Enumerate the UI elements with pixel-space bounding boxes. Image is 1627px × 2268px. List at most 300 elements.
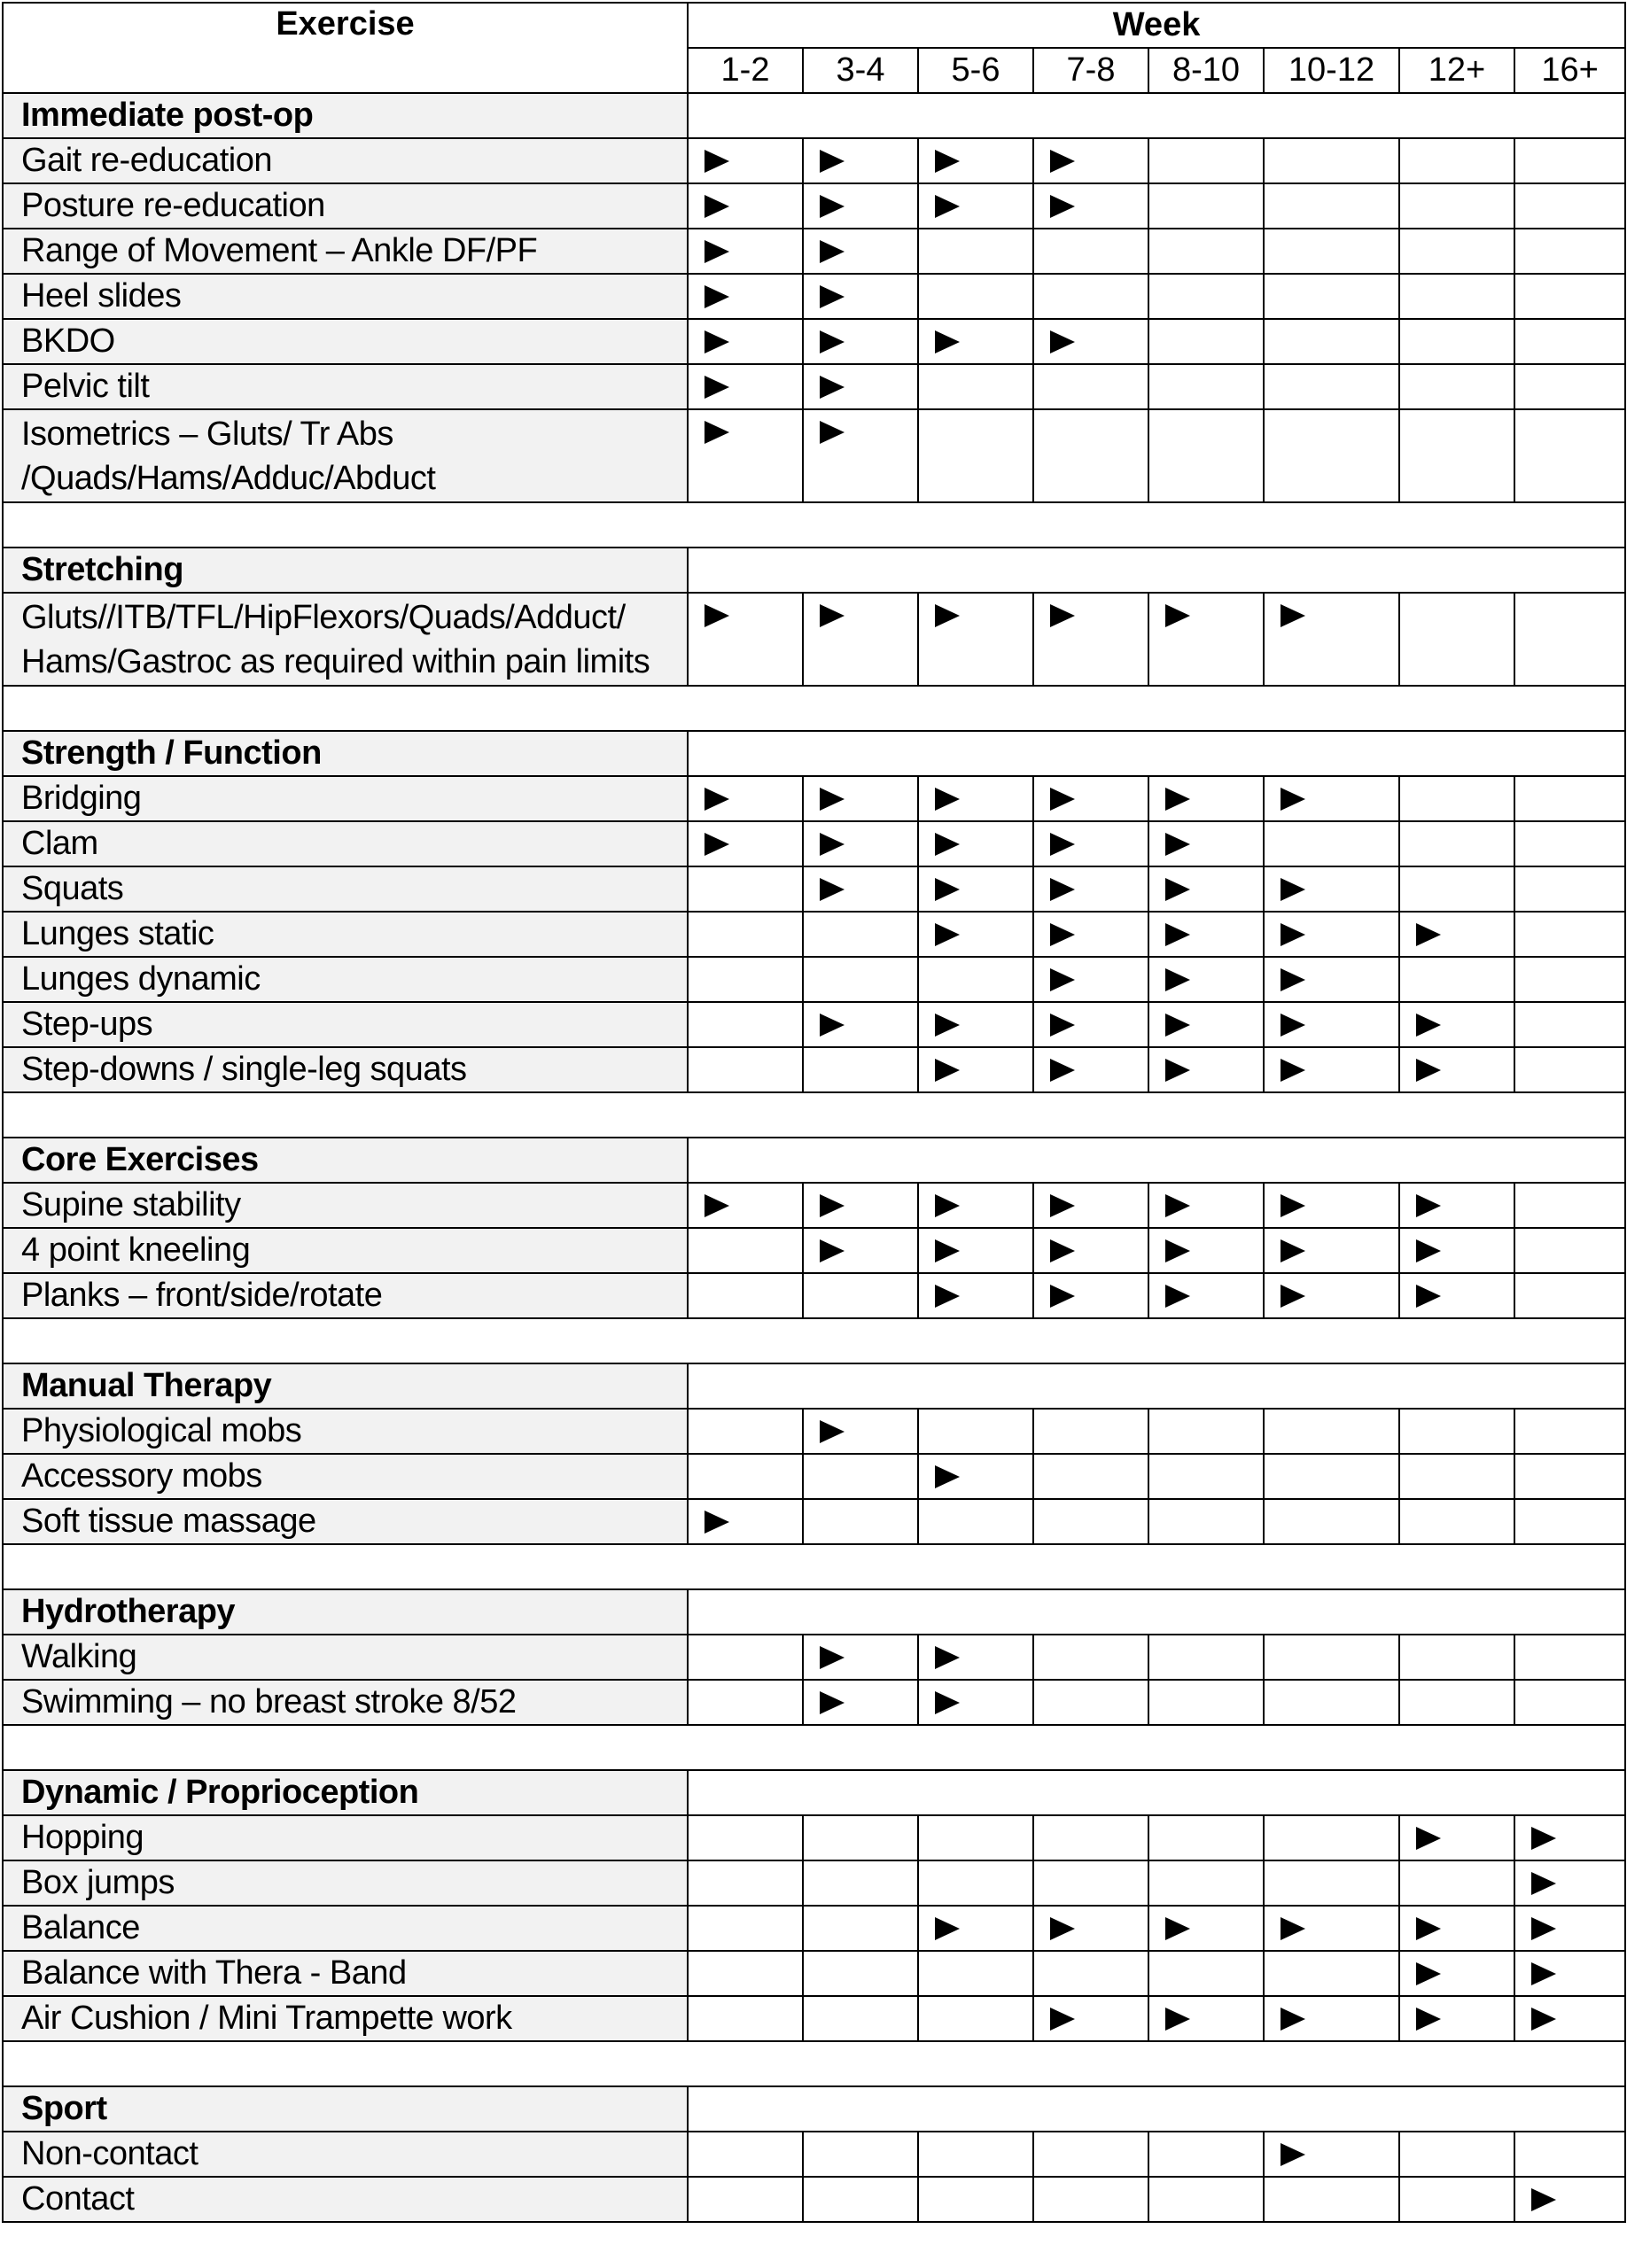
table-row (3, 2132, 1625, 2177)
right-triangle-icon (820, 1194, 845, 1217)
right-triangle-icon (1281, 604, 1305, 627)
week-cell (1399, 1454, 1514, 1499)
week-cell (918, 1635, 1033, 1680)
week-cell (1514, 409, 1625, 502)
section-spacer-row (3, 1092, 1625, 1138)
week-cell (1514, 1273, 1625, 1318)
week-cell (1399, 274, 1514, 319)
week-cell (1514, 1499, 1625, 1544)
table-row (3, 1996, 1625, 2041)
exercise-name (3, 1454, 688, 1499)
week-cell (1148, 1680, 1264, 1725)
table-row (3, 1951, 1625, 1996)
week-cell (688, 912, 803, 957)
right-triangle-icon (820, 1239, 845, 1262)
right-triangle-icon (1050, 968, 1075, 991)
week-cell (1033, 1228, 1148, 1273)
right-triangle-icon (1281, 788, 1305, 811)
week-cell (1264, 1996, 1399, 2041)
spacer-cell (3, 2041, 1625, 2086)
table-row (3, 1635, 1625, 1680)
week-cell (803, 1815, 918, 1860)
week-cell (1033, 319, 1148, 364)
spacer-cell (3, 1544, 1625, 1589)
table-row (3, 821, 1625, 866)
week-cell (1264, 2177, 1399, 2222)
right-triangle-icon (1281, 1194, 1305, 1217)
week-cell (918, 1951, 1033, 1996)
section-header-row (3, 2086, 1625, 2132)
week-cell (918, 183, 1033, 229)
table-row (3, 229, 1625, 274)
exercise-name-line: Step-ups (21, 1006, 153, 1043)
week-cell (1148, 1996, 1264, 2041)
right-triangle-icon (935, 150, 960, 173)
week-cell (1514, 821, 1625, 866)
right-triangle-icon (1050, 604, 1075, 627)
section-header-row (3, 1138, 1625, 1183)
right-triangle-icon (1165, 968, 1190, 991)
week-cell (918, 319, 1033, 364)
exercise-name (3, 319, 688, 364)
week-cell (918, 821, 1033, 866)
right-triangle-icon (935, 1194, 960, 1217)
right-triangle-icon (935, 195, 960, 218)
section-header-spacer (688, 1138, 1625, 1183)
table-row (3, 1409, 1625, 1454)
exercise-name (3, 1635, 688, 1680)
week-cell (1399, 593, 1514, 686)
week-cell (1264, 593, 1399, 686)
table-row (3, 1047, 1625, 1092)
week-cell (1033, 776, 1148, 821)
week-cell (1148, 138, 1264, 183)
exercise-name-line: Box jumps (21, 1864, 175, 1901)
section-header-spacer (688, 1363, 1625, 1409)
week-cell (1033, 821, 1148, 866)
week-cell (1264, 1906, 1399, 1951)
week-cell (1148, 409, 1264, 502)
week-cell (1514, 1002, 1625, 1047)
table-row (3, 1228, 1625, 1273)
exercise-name (3, 409, 688, 502)
week-cell (803, 1680, 918, 1725)
exercise-name (3, 593, 688, 686)
week-cell (1264, 1635, 1399, 1680)
week-cell (803, 1499, 918, 1544)
table-row (3, 1815, 1625, 1860)
exercise-name-line: Soft tissue massage (21, 1503, 316, 1540)
right-triangle-icon (935, 1014, 960, 1037)
week-header-1-2: 1-2 (688, 48, 803, 93)
right-triangle-icon (1050, 1059, 1075, 1082)
week-cell (1514, 1228, 1625, 1273)
right-triangle-icon (1281, 1285, 1305, 1308)
right-triangle-icon (1416, 1014, 1441, 1037)
week-cell (1514, 593, 1625, 686)
week-cell (1399, 2132, 1514, 2177)
week-cell (1264, 1183, 1399, 1228)
right-triangle-icon (705, 195, 729, 218)
week-cell (1514, 866, 1625, 912)
section-header-row (3, 1363, 1625, 1409)
week-cell (1148, 912, 1264, 957)
exercise-name-line: Hopping (21, 1819, 144, 1856)
table-row (3, 593, 1625, 686)
week-cell (918, 1906, 1033, 1951)
table-row (3, 776, 1625, 821)
week-cell (1148, 1815, 1264, 1860)
exercise-name (3, 1906, 688, 1951)
right-triangle-icon (935, 833, 960, 856)
week-cell (688, 1815, 803, 1860)
week-cell (1514, 183, 1625, 229)
exercise-name (3, 1047, 688, 1092)
week-cell (1514, 1409, 1625, 1454)
week-cell (1033, 1906, 1148, 1951)
week-cell (1399, 1680, 1514, 1725)
right-triangle-icon (1281, 968, 1305, 991)
exercise-name-line: Gluts//ITB/TFL/HipFlexors/Quads/Adduct/ (21, 599, 626, 636)
week-cell (1264, 1499, 1399, 1544)
week-cell (803, 1047, 918, 1092)
week-cell (1514, 957, 1625, 1002)
right-triangle-icon (705, 788, 729, 811)
week-cell (1148, 2132, 1264, 2177)
week-cell (688, 593, 803, 686)
week-cell (1033, 2177, 1148, 2222)
week-cell (918, 1409, 1033, 1454)
week-cell (1033, 957, 1148, 1002)
week-cell (1399, 1499, 1514, 1544)
section-title: Core Exercises (3, 1138, 688, 1183)
right-triangle-icon (1531, 1962, 1556, 1985)
right-triangle-icon (1531, 1917, 1556, 1940)
week-cell (1514, 2177, 1625, 2222)
week-cell (1399, 409, 1514, 502)
right-triangle-icon (1050, 195, 1075, 218)
exercise-name-line: BKDO (21, 322, 115, 360)
right-triangle-icon (935, 788, 960, 811)
week-cell (803, 1409, 918, 1454)
week-cell (1033, 1273, 1148, 1318)
right-triangle-icon (820, 1691, 845, 1714)
section-spacer-row (3, 2041, 1625, 2086)
week-cell (688, 1680, 803, 1725)
week-cell (1264, 957, 1399, 1002)
week-cell (803, 1860, 918, 1906)
right-triangle-icon (705, 240, 729, 263)
right-triangle-icon (935, 330, 960, 353)
week-cell (803, 2177, 918, 2222)
week-cell (1399, 776, 1514, 821)
week-cell (1264, 1454, 1399, 1499)
week-cell (1148, 1183, 1264, 1228)
exercise-schedule-table (2, 2, 1626, 2223)
spacer-cell (3, 1725, 1625, 1770)
exercise-name (3, 183, 688, 229)
week-cell (688, 183, 803, 229)
week-cell (918, 1499, 1033, 1544)
week-cell (1033, 1815, 1148, 1860)
right-triangle-icon (1531, 2008, 1556, 2031)
right-triangle-icon (705, 833, 729, 856)
week-cell (1514, 1635, 1625, 1680)
exercise-name-line: Balance with Thera - Band (21, 1954, 407, 1992)
week-cell (1033, 1454, 1148, 1499)
right-triangle-icon (1165, 1239, 1190, 1262)
exercise-name-line: Heel slides (21, 277, 182, 315)
week-cell (1033, 364, 1148, 409)
week-cell (1148, 593, 1264, 686)
week-cell (1148, 1906, 1264, 1951)
week-cell (1033, 1499, 1148, 1544)
week-cell (1148, 1002, 1264, 1047)
week-cell (1148, 1273, 1264, 1318)
exercise-name-line: Swimming – no breast stroke 8/52 (21, 1683, 517, 1720)
exercise-name-line: Isometrics – Gluts/ Tr Abs (21, 416, 393, 453)
right-triangle-icon (935, 1917, 960, 1940)
exercise-name-line: Gait re-education (21, 142, 272, 179)
exercise-name-line: Lunges static (21, 915, 214, 952)
exercise-name (3, 1183, 688, 1228)
table-body (3, 93, 1625, 2222)
right-triangle-icon (705, 1194, 729, 1217)
week-cell (1148, 776, 1264, 821)
week-cell (1264, 821, 1399, 866)
exercise-name (3, 1499, 688, 1544)
right-triangle-icon (1050, 788, 1075, 811)
week-cell (918, 866, 1033, 912)
week-cell (1264, 364, 1399, 409)
week-cell (688, 1499, 803, 1544)
week-cell (1514, 1906, 1625, 1951)
week-cell (918, 2132, 1033, 2177)
week-cell (1148, 1409, 1264, 1454)
week-cell (1399, 229, 1514, 274)
week-cell (1514, 364, 1625, 409)
right-triangle-icon (1416, 1962, 1441, 1985)
right-triangle-icon (935, 1059, 960, 1082)
section-header-spacer (688, 93, 1625, 138)
week-cell (688, 1454, 803, 1499)
week-cell (688, 274, 803, 319)
week-cell (918, 1680, 1033, 1725)
section-header-row (3, 1770, 1625, 1815)
right-triangle-icon (705, 376, 729, 399)
right-triangle-icon (1531, 1872, 1556, 1895)
week-cell (688, 364, 803, 409)
week-cell (918, 1228, 1033, 1273)
exercise-name-line: Step-downs / single-leg squats (21, 1051, 467, 1088)
week-cell (918, 364, 1033, 409)
right-triangle-icon (1531, 2188, 1556, 2211)
week-cell (1033, 1409, 1148, 1454)
right-triangle-icon (935, 923, 960, 946)
week-cell (1399, 1815, 1514, 1860)
table-header (3, 3, 1625, 93)
section-header-spacer (688, 2086, 1625, 2132)
week-cell (803, 866, 918, 912)
table-row (3, 957, 1625, 1002)
section-header-row (3, 93, 1625, 138)
section-title: Strength / Function (3, 731, 688, 776)
week-cell (1148, 229, 1264, 274)
right-triangle-icon (705, 604, 729, 627)
week-cell (1264, 183, 1399, 229)
right-triangle-icon (1050, 878, 1075, 901)
exercise-name-line: 4 point kneeling (21, 1231, 251, 1269)
week-header-7-8: 7-8 (1033, 48, 1148, 93)
right-triangle-icon (1165, 1194, 1190, 1217)
exercise-name-line: Planks – front/side/rotate (21, 1277, 383, 1314)
right-triangle-icon (1165, 2008, 1190, 2031)
week-cell (1264, 319, 1399, 364)
week-cell (803, 183, 918, 229)
week-cell (1264, 1815, 1399, 1860)
section-spacer-row (3, 686, 1625, 731)
week-cell (1033, 1680, 1148, 1725)
right-triangle-icon (935, 878, 960, 901)
right-triangle-icon (1165, 833, 1190, 856)
week-cell (1399, 1409, 1514, 1454)
right-triangle-icon (1050, 2008, 1075, 2031)
exercise-name (3, 138, 688, 183)
week-cell (1399, 1906, 1514, 1951)
week-cell (1399, 912, 1514, 957)
section-title: Manual Therapy (3, 1363, 688, 1409)
week-cell (1514, 2132, 1625, 2177)
right-triangle-icon (1165, 1014, 1190, 1037)
exercise-name (3, 1409, 688, 1454)
section-spacer-row (3, 1725, 1625, 1770)
week-cell (1399, 1951, 1514, 1996)
week-cell (918, 1183, 1033, 1228)
week-cell (1148, 1635, 1264, 1680)
right-triangle-icon (1165, 604, 1190, 627)
week-cell (803, 1635, 918, 1680)
week-cell (1264, 1860, 1399, 1906)
week-cell (918, 912, 1033, 957)
week-cell (688, 229, 803, 274)
right-triangle-icon (935, 604, 960, 627)
section-title: Hydrotherapy (3, 1589, 688, 1635)
week-cell (1264, 1002, 1399, 1047)
week-cell (1148, 1228, 1264, 1273)
week-cell (918, 274, 1033, 319)
right-triangle-icon (1281, 1059, 1305, 1082)
section-title: Stretching (3, 548, 688, 593)
table-row (3, 1002, 1625, 1047)
week-cell (1264, 1228, 1399, 1273)
week-cell (1148, 319, 1264, 364)
exercise-name-line: Walking (21, 1638, 137, 1675)
week-cell (688, 957, 803, 1002)
week-cell (803, 1273, 918, 1318)
table-row (3, 364, 1625, 409)
week-cell (1514, 1680, 1625, 1725)
week-column-header: Week (688, 3, 1625, 48)
week-cell (688, 1228, 803, 1273)
week-cell (803, 1002, 918, 1047)
right-triangle-icon (820, 195, 845, 218)
section-spacer-row (3, 502, 1625, 548)
week-cell (1148, 1499, 1264, 1544)
right-triangle-icon (1050, 330, 1075, 353)
week-cell (1033, 593, 1148, 686)
section-header-row (3, 731, 1625, 776)
right-triangle-icon (1416, 2008, 1441, 2031)
right-triangle-icon (1050, 833, 1075, 856)
week-header-16-plus: 16+ (1514, 48, 1625, 93)
week-header-3-4: 3-4 (803, 48, 918, 93)
right-triangle-icon (1416, 1194, 1441, 1217)
table-row (3, 1906, 1625, 1951)
right-triangle-icon (1050, 923, 1075, 946)
week-cell (1264, 776, 1399, 821)
week-cell (803, 912, 918, 957)
right-triangle-icon (820, 878, 845, 901)
week-cell (803, 1996, 918, 2041)
right-triangle-icon (1165, 1059, 1190, 1082)
right-triangle-icon (820, 330, 845, 353)
table-row (3, 274, 1625, 319)
right-triangle-icon (1050, 1239, 1075, 1262)
week-cell (918, 776, 1033, 821)
exercise-name (3, 2132, 688, 2177)
week-cell (1148, 1951, 1264, 1996)
exercise-name (3, 1860, 688, 1906)
exercise-name (3, 1002, 688, 1047)
table-row (3, 409, 1625, 502)
exercise-name (3, 1951, 688, 1996)
section-header-row (3, 1589, 1625, 1635)
right-triangle-icon (1281, 1917, 1305, 1940)
week-cell (1514, 138, 1625, 183)
right-triangle-icon (1050, 1194, 1075, 1217)
week-cell (803, 1906, 918, 1951)
right-triangle-icon (1281, 2008, 1305, 2031)
week-cell (918, 138, 1033, 183)
right-triangle-icon (1281, 1014, 1305, 1037)
week-cell (1514, 1183, 1625, 1228)
week-cell (1399, 364, 1514, 409)
section-spacer-row (3, 1544, 1625, 1589)
week-cell (1033, 1183, 1148, 1228)
exercise-name (3, 1996, 688, 2041)
week-cell (1033, 1635, 1148, 1680)
exercise-name (3, 1680, 688, 1725)
week-cell (918, 1996, 1033, 2041)
right-triangle-icon (1416, 1239, 1441, 1262)
exercise-name-line: Physiological mobs (21, 1412, 302, 1449)
section-title: Sport (3, 2086, 688, 2132)
section-header-row (3, 548, 1625, 593)
right-triangle-icon (1531, 1827, 1556, 1850)
right-triangle-icon (1281, 923, 1305, 946)
week-cell (918, 1860, 1033, 1906)
week-cell (688, 821, 803, 866)
week-cell (1033, 1002, 1148, 1047)
week-cell (1264, 1680, 1399, 1725)
week-cell (688, 1951, 803, 1996)
week-cell (803, 229, 918, 274)
week-cell (1264, 138, 1399, 183)
week-cell (918, 2177, 1033, 2222)
week-header-5-6: 5-6 (918, 48, 1033, 93)
week-cell (1399, 2177, 1514, 2222)
exercise-name (3, 776, 688, 821)
